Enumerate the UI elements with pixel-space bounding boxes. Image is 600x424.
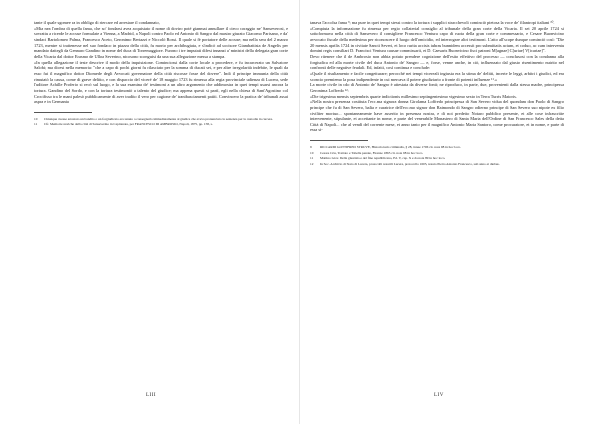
- footnote-rule: [310, 140, 368, 141]
- footnote-number: 11: [310, 156, 314, 161]
- footnote: [310, 151, 564, 156]
- footnote-number: 10: [34, 116, 38, 121]
- right-paragraph: «Quale il risultamento e facile congetturare; perocché nei tempi vicereali ingiusta era la stima de' delitti, incerte le leggi, arbitri i giudici, ed era sconcio premiemo la posa indipendente in cui mercava il potere giudiziario a fronte di potenti influenze ¹¹.»: [310, 70, 564, 82]
- footnote-text: RICCARDI GOTTIFRED STRUVE, Historia iuris criminalis, § 28, Jenae 1706 cit. nota 98 in hoc loco.: [320, 145, 462, 150]
- footnote-number: 10: [310, 150, 314, 155]
- footnote: [310, 145, 564, 150]
- page-number: LIV: [434, 393, 444, 398]
- footnote: [310, 156, 564, 161]
- right-paragraph: tanava l'accolsa fama ⁹; ma pure in quei tempi stessi contro la tortura i supplici stracchevoli cominciò pietosa la voce de' filantropi italiani ¹⁰.: [310, 20, 555, 25]
- left-body-text: [34, 20, 288, 105]
- footnote: [34, 122, 288, 127]
- right-paragraph: «Nella nostra presenza costituta l'ecc.ma signora donna Girolama Loffredo principessa di San Severo vidua del quondam don Paolo di Sangro principe che fu di San Severo, balia e curatrice dell'ecc.mo signor don Raimondo di Sangro odierno principe di San Severo suo nipote ex filio civiliter mortuo... spontaneamente have asserito in presenza nostra, e di noi predetto Notaro pubblico presente, et alle cose infrascritte intervenente, stipulante, et accettante in nome, e parte del venerabile Monastero di Santa Maria dell'Ordine di San Francesco Sales della detta Città di Napoli... che al vendì del corrente mese, et anno tanto per il magnifico Antonio Maria Santoro, come procuratore, et in nome, e parte di essa si-: [310, 99, 564, 133]
- right-page: [300, 0, 600, 424]
- footnote-text: Chiunque avesse arrestato un bandito o un forgiudicato era tenuto a consegnarlo immediatamente al giudice che aveva pronunciato la sentenza per la custodia in carcere.: [44, 116, 273, 121]
- footnote-text: Cesare Cria, Trattato e Tabelle penale, Firenze 1865 cit. nota 98 in hoc loco.: [320, 150, 424, 155]
- page-number: LIII: [146, 393, 157, 398]
- right-paragraph: La morte civile in cdo di Antonio de' Sangro è attestata da diverse fonti; ne riproduco, in parte, due, provenienti dalla stessa madre, principessa Geronima Loffredo ¹²:: [310, 82, 564, 93]
- footnote-text: In Soc. Archivio di Stato di Lucera, protocolli notarili Lucera, protocollo 1603, notaio Pietro Antonio Francesco, sub anno et diebus.: [320, 161, 500, 166]
- footnote: [34, 117, 288, 122]
- right-paragraph: «Compiuta la informazione fu rimessa per regio collaterial consiglio al tribunale della gran corte della Vicaria. Il sei 20 aprile 1724 si sottoformava nella città di Sansevero il consigliere Francesco Ventura capo di ruota della gran corte e commessario, e Cesare Buonvicino avvocato fiscale della medesima per riconoscere il luogo dell'omicidio, ed interrogare altri testimoni. L'atto all'scope dunque cominciò così: "Die 20 mensis aprilis 1724 in civitate Sancti Severi, et loco rurita accisis iubras bunnidem accessit pro submittatis actum, et coduo, ac cum interventu domini regis consiliari D. Francisci Ventura causae commissarii, et D. Caesaris Buonvicino fisci patroni M[agnae] C[uriae] V[icariae]".: [310, 25, 564, 54]
- footnote-text: Cfr. Memorie storiche della città di Sanseverino in Capitanata, per FRANCESCO DI AMBROSIO, Napoli, 1875, pp. 158, s.: [44, 122, 213, 127]
- left-paragraph: «In quella allegazione il teste descrive il modo della inquisizione. Cominciossi dalla corte locale a procedere, e fu incarcerato un Salvatore Salobi; ma dicesi nella memoria: "che a capo di pochi giorni fu rilasciato per la somma di ducati sei, e per altre irregolarità indebite, le quali da esso fui il magnifico dottor Diomede degli Avvocati governatore della città riscosse fosse del dovere". Indi il principe immunia della città rimutatò la causa, come di grave delitto, e con dispaccio del viceré de' 18 maggio 1723 fu rimessa alla regia provinciale udienza di Lucera, sede l'uditore Achille Proferio si recò sul luogo, e la sua esamina de' testimoni a un altro argomento che addimostra in quei tempi usarsi ancora la tortura. Gandino del Sordo, e con la tortura testimoniò a talento del giudice; ma appena questi si partì, egli nella chiesa di Sant'Agostino col Crocifisso tra le mani palesò pubblicamente di aver tradito il vero per cagione de' tranibasciamenti patiti. Convincero la pratica de' tribunali assai aspra e in Germania: [34, 59, 288, 105]
- right-paragraph: Devo ritenere che il de Ambrosio non abbia potuto prendere cognizione dell'esito effettivo del processo — conclusosi con la condanna alla forgiudica ed alla morte civile del duca Antonio de' Sangro — e, forse, venne anche, in ciò, influenzato dal giusto risentimento nutrito nel confronti delle negative feudali. Ed, infatti, così continua e conclude:: [310, 53, 564, 71]
- footnote-text: Mattino Giov. Della giustizia e del fine repubblicano, Ed. V, cap. X e da nota 89 in hoc loco.: [320, 156, 446, 161]
- right-footnotes: [310, 145, 564, 166]
- footnote-number: 11: [34, 122, 38, 127]
- left-paragraph: «Mia nea l'ombra di quella fama, che so' fondarsi avea acquistato il nome di doviro poté gianmai annullare il cieco coraggio ne' Sanseverosi, e sovrattu a ricerde le accuse formulate a Vienna, a Madrid, a Napoli contro Paolo ed Antonio di Sangro dal mastro giurato Giacomo Parisano, e da' sindaci Bartolomeo Palma, Francesco Aceto, Geronimo Bertazzi e Niccolò Rossi. Il quale si fè portatore delle accuse; ma nella sera del 2 marzo 1723, mentre si trattenesse nel suo fondaco in piazza della città, fu morto per archibugiata, e s'indicò ad uccisore Giambattista de Angelis per mandato dattegli da Gennaro Gandino in nome del duca di Torremaggiore. Furono i tre imputati difesi innanzi a' ministri della delegata gran corte della Vicaria dal dottor Erasmo de Ulloa Severino, nicosono sconguisi da una sua allegazione messa a stampa.: [34, 25, 288, 59]
- footnote-number: 9: [310, 145, 312, 150]
- footnote-number: 12: [310, 161, 314, 166]
- left-footnotes: [34, 117, 288, 127]
- right-paragraph: «Die trigesima mensis septembris quarte indictionis millesimo septingentesimo vigesimo sexto in Terra Turris Maioris.: [310, 93, 517, 99]
- footnote-rule: [34, 112, 92, 113]
- right-body-text: [310, 20, 564, 133]
- left-paragraph: tante il quale sgomee ra in obbligo di riercare ed arrestare il condannato,: [34, 20, 160, 25]
- footnote: [310, 162, 564, 167]
